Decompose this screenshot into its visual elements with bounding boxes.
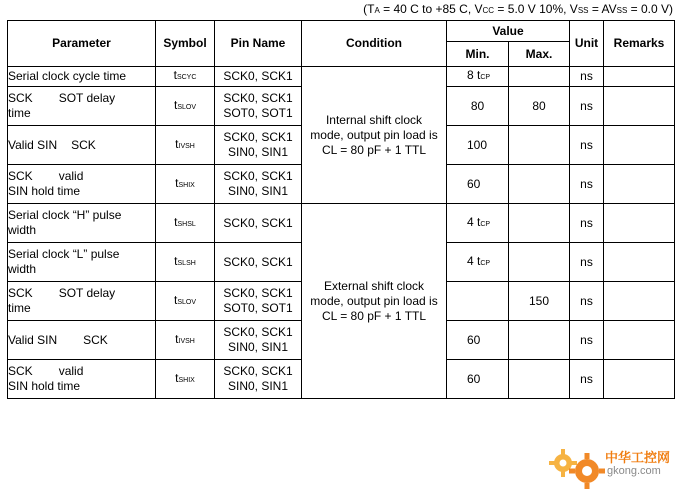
- gear-icon: [545, 441, 609, 491]
- min-cell: 60: [447, 360, 509, 399]
- pin-cell: SCK0, SCK1 SIN0, SIN1: [215, 321, 302, 360]
- condition-external: External shift clock mode, output pin load is CL = 80 pF + 1 TTL: [302, 204, 447, 399]
- pin-cell: SCK0, SCK1: [215, 243, 302, 282]
- parameter-cell: Serial clock “L” pulse width: [8, 243, 156, 282]
- ta-subscript: A: [374, 6, 380, 15]
- unit-cell: ns: [570, 282, 604, 321]
- watermark-domain: gkong.com: [607, 465, 661, 477]
- symbol-cell: tSCYC: [156, 67, 215, 87]
- test-conditions: [363, 2, 673, 16]
- remarks-cell: [604, 360, 675, 399]
- ta-range: 40 C to +85 C, V: [393, 2, 483, 16]
- header-remarks: Remarks: [604, 21, 675, 67]
- remarks-cell: [604, 126, 675, 165]
- spec-table: [7, 20, 675, 399]
- pin-cell: SCK0, SCK1 SOT0, SOT1: [215, 87, 302, 126]
- remarks-cell: [604, 67, 675, 87]
- header-unit: Unit: [570, 21, 604, 67]
- max-cell: [509, 126, 570, 165]
- min-cell: 80: [447, 87, 509, 126]
- max-cell: [509, 321, 570, 360]
- symbol-cell: tSHIX: [156, 360, 215, 399]
- pin-cell: SCK0, SCK1 SIN0, SIN1: [215, 165, 302, 204]
- pin-cell: SCK0, SCK1 SOT0, SOT1: [215, 282, 302, 321]
- min-cell: [447, 282, 509, 321]
- symbol-cell: tSLSH: [156, 243, 215, 282]
- parameter-cell: SCK valid SIN hold time: [8, 165, 156, 204]
- remarks-cell: [604, 243, 675, 282]
- watermark-title: 中华工控网: [605, 450, 671, 465]
- remarks-cell: [604, 321, 675, 360]
- max-cell: [509, 67, 570, 87]
- header-parameter: Parameter: [8, 21, 156, 67]
- max-cell: [509, 243, 570, 282]
- min-cell: 60: [447, 165, 509, 204]
- symbol-cell: tSHSL: [156, 204, 215, 243]
- unit-cell: ns: [570, 243, 604, 282]
- min-cell: 4 tCP: [447, 204, 509, 243]
- remarks-cell: [604, 204, 675, 243]
- parameter-cell: SCK valid SIN hold time: [8, 360, 156, 399]
- symbol-cell: tIVSH: [156, 321, 215, 360]
- symbol-cell: tSLOV: [156, 282, 215, 321]
- header-pin-name: Pin Name: [215, 21, 302, 67]
- max-cell: 80: [509, 87, 570, 126]
- remarks-cell: [604, 87, 675, 126]
- unit-cell: ns: [570, 204, 604, 243]
- max-cell: [509, 360, 570, 399]
- parameter-cell: SCK SOT delay time: [8, 87, 156, 126]
- remarks-cell: [604, 282, 675, 321]
- pin-cell: SCK0, SCK1: [215, 67, 302, 87]
- header-symbol: Symbol: [156, 21, 215, 67]
- parameter-cell: Serial clock “H” pulse width: [8, 204, 156, 243]
- parameter-cell: Valid SIN SCK: [8, 126, 156, 165]
- symbol-cell: tSHIX: [156, 165, 215, 204]
- unit-cell: ns: [570, 321, 604, 360]
- remarks-cell: [604, 165, 675, 204]
- min-cell: 4 tCP: [447, 243, 509, 282]
- max-cell: 150: [509, 282, 570, 321]
- header-max: Max.: [509, 42, 570, 67]
- unit-cell: ns: [570, 87, 604, 126]
- table-row: [8, 204, 675, 243]
- parameter-cell: Valid SIN SCK: [8, 321, 156, 360]
- unit-cell: ns: [570, 67, 604, 87]
- vss-value: = 0.0 V): [627, 2, 673, 16]
- table-row: [8, 67, 675, 87]
- vss-subscript: SS: [577, 6, 589, 15]
- max-cell: [509, 165, 570, 204]
- pin-cell: SCK0, SCK1 SIN0, SIN1: [215, 360, 302, 399]
- min-cell: 100: [447, 126, 509, 165]
- watermark: [545, 441, 673, 491]
- header-condition: Condition: [302, 21, 447, 67]
- symbol-cell: tIVSH: [156, 126, 215, 165]
- ta-eq: =: [379, 2, 394, 16]
- vss-eq: = AV: [588, 2, 617, 16]
- unit-cell: ns: [570, 360, 604, 399]
- pin-cell: SCK0, SCK1: [215, 204, 302, 243]
- unit-cell: ns: [570, 165, 604, 204]
- parameter-cell: SCK SOT delay time: [8, 282, 156, 321]
- unit-cell: ns: [570, 126, 604, 165]
- avss-subscript: SS: [616, 6, 628, 15]
- header-min: Min.: [447, 42, 509, 67]
- min-cell: 60: [447, 321, 509, 360]
- condition-internal: Internal shift clock mode, output pin load is CL = 80 pF + 1 TTL: [302, 67, 447, 204]
- header-value: Value: [447, 21, 570, 42]
- vcc-value: = 5.0 V 10%, V: [494, 2, 578, 16]
- min-cell: 8 tCP: [447, 67, 509, 87]
- symbol-cell: tSLOV: [156, 87, 215, 126]
- vcc-subscript: CC: [482, 6, 495, 15]
- max-cell: [509, 204, 570, 243]
- ta-label: (T: [363, 2, 375, 16]
- pin-cell: SCK0, SCK1 SIN0, SIN1: [215, 126, 302, 165]
- parameter-cell: Serial clock cycle time: [8, 67, 156, 87]
